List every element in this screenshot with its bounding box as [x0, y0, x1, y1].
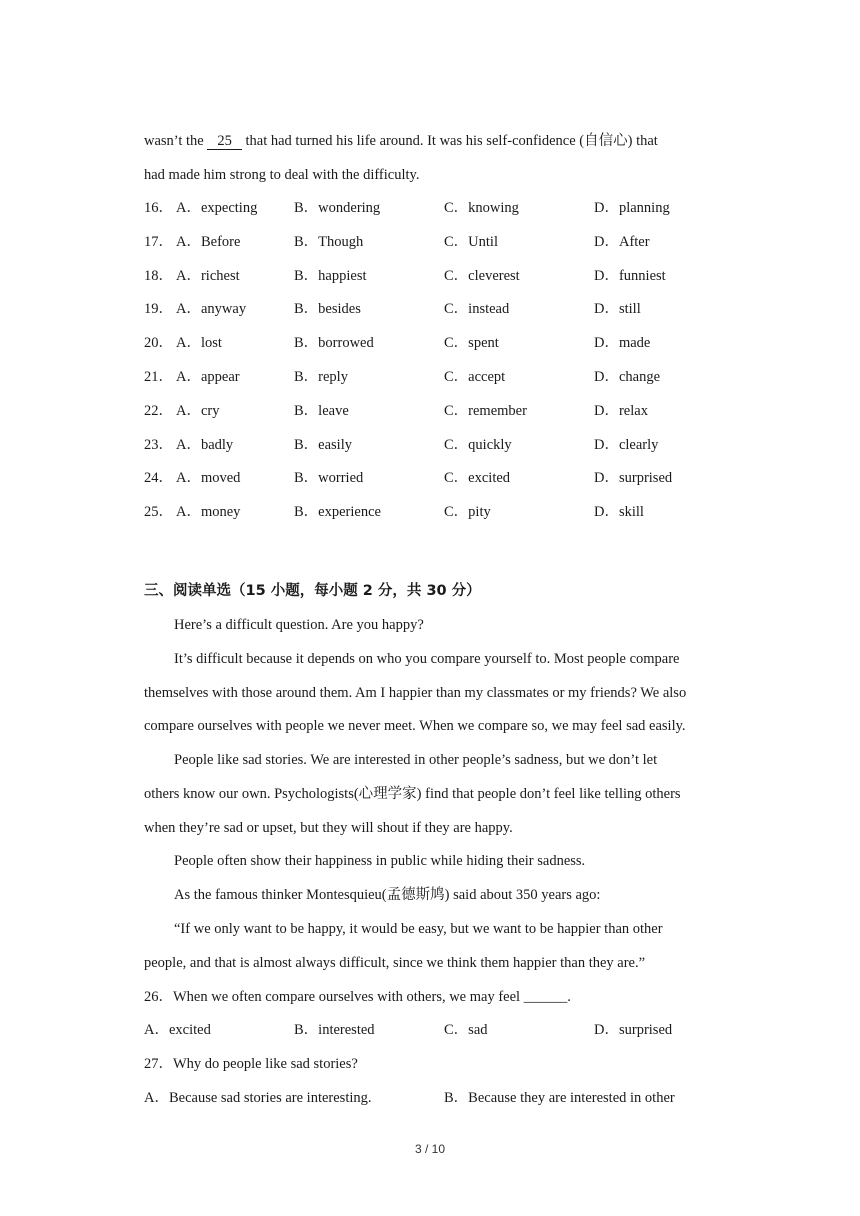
passage-line: It’s difficult because it depends on who you compare yourself to. Most people compare: [174, 651, 680, 667]
question-number: 16．: [144, 200, 173, 216]
option-a: A．Before: [176, 234, 241, 250]
option-row-24: [144, 468, 704, 488]
passage-line: Here’s a difficult question. Are you happy?: [174, 617, 424, 633]
option-c: C．excited: [444, 470, 511, 486]
passage-line: People often show their happiness in public while hiding their sadness.: [174, 853, 586, 869]
option-a: A．appear: [176, 369, 240, 385]
option-a: A．Because sad stories are interesting.: [144, 1090, 372, 1106]
option-a: A．badly: [176, 437, 234, 453]
option-row-21: [144, 367, 704, 387]
option-d: D．made: [594, 335, 651, 351]
option-d: D．After: [594, 234, 650, 250]
option-row-20: [144, 333, 704, 353]
option-d: D．change: [594, 369, 661, 385]
section-title: 三、阅读单选（15 小题，每小题 2 分，共 30 分）: [144, 583, 481, 599]
option-row-17: [144, 232, 704, 252]
option-b: B．easily: [294, 437, 352, 453]
option-a: A．anyway: [176, 301, 247, 317]
option-b: B．reply: [294, 369, 348, 385]
option-c: C．knowing: [444, 200, 519, 216]
option-a: A．richest: [176, 268, 240, 284]
question-number: 20．: [144, 335, 173, 351]
question-number: 18．: [144, 268, 173, 284]
option-c: C．Until: [444, 234, 498, 250]
page-number: 3 / 10: [414, 1142, 446, 1156]
question-number: 24．: [144, 470, 173, 486]
option-b: B．besides: [294, 301, 361, 317]
option-a: A．cry: [176, 403, 220, 419]
passage-line: others know our own. Psychologists(心理学家) find that people don’t feel like telling others: [144, 786, 681, 802]
question-26-options: [144, 1020, 704, 1040]
option-b: B．leave: [294, 403, 349, 419]
option-b: B．interested: [294, 1022, 375, 1038]
passage-continuation-line-2: had made him strong to deal with the difficulty.: [144, 167, 420, 183]
option-row-22: [144, 401, 704, 421]
passage-line: themselves with those around them. Am I happier than my classmates or my friends? We also: [144, 685, 687, 701]
option-a: A．money: [176, 504, 241, 520]
option-c: C．instead: [444, 301, 510, 317]
option-d: D．relax: [594, 403, 648, 419]
passage-line: people, and that is almost always difficult, since we think them happier than they are.”: [144, 955, 646, 971]
question-number: 23．: [144, 437, 173, 453]
option-d: D．still: [594, 301, 641, 317]
question-27-stem: 27．Why do people like sad stories?: [144, 1056, 358, 1072]
blank-25: 25: [207, 133, 242, 150]
option-c: C．accept: [444, 369, 506, 385]
question-number: 19．: [144, 301, 173, 317]
question-number: 17．: [144, 234, 173, 250]
option-a: A．moved: [176, 470, 241, 486]
option-d: D．surprised: [594, 1022, 673, 1038]
passage-line: compare ourselves with people we never meet. When we compare so, we may feel sad easily.: [144, 718, 686, 734]
option-b: B．worried: [294, 470, 364, 486]
option-d: D．surprised: [594, 470, 673, 486]
question-27-options: [144, 1088, 704, 1108]
option-b: B．happiest: [294, 268, 367, 284]
question-number: 21．: [144, 369, 173, 385]
option-d: D．funniest: [594, 268, 666, 284]
question-26-stem: 26．When we often compare ourselves with others, we may feel ______.: [144, 989, 571, 1005]
option-a: A．excited: [144, 1022, 211, 1038]
text-after-blank: that had turned his life around. It was his self-confidence (自信心) that: [241, 133, 658, 149]
text-before-blank: wasn’t the: [144, 133, 208, 149]
passage-line: when they’re sad or upset, but they will shout if they are happy.: [144, 820, 513, 836]
option-a: A．lost: [176, 335, 222, 351]
option-row-19: [144, 299, 704, 319]
option-b: B．wondering: [294, 200, 381, 216]
option-d: D．skill: [594, 504, 644, 520]
passage-line: “If we only want to be happy, it would be easy, but we want to be happier than other: [174, 921, 663, 937]
passage-line: People like sad stories. We are interested in other people’s sadness, but we don’t let: [174, 752, 658, 768]
option-c: C．remember: [444, 403, 527, 419]
option-c: C．spent: [444, 335, 499, 351]
option-d: D．planning: [594, 200, 670, 216]
option-c: C．pity: [444, 504, 491, 520]
option-b: B．Though: [294, 234, 364, 250]
option-b: B．borrowed: [294, 335, 374, 351]
option-row-16: [144, 198, 704, 218]
option-c: C．cleverest: [444, 268, 520, 284]
option-a: A．expecting: [176, 200, 258, 216]
option-d: D．clearly: [594, 437, 659, 453]
option-row-23: [144, 435, 704, 455]
question-number: 22．: [144, 403, 173, 419]
option-row-25: [144, 502, 704, 522]
option-c: C．sad: [444, 1022, 488, 1038]
option-b: B．experience: [294, 504, 381, 520]
passage-line: As the famous thinker Montesquieu(孟德斯鸠) said about 350 years ago:: [174, 887, 601, 903]
passage-continuation-line-1: [144, 131, 658, 151]
option-b: B．Because they are interested in other: [444, 1090, 675, 1106]
option-row-18: [144, 266, 704, 286]
option-c: C．quickly: [444, 437, 512, 453]
question-number: 25．: [144, 504, 173, 520]
